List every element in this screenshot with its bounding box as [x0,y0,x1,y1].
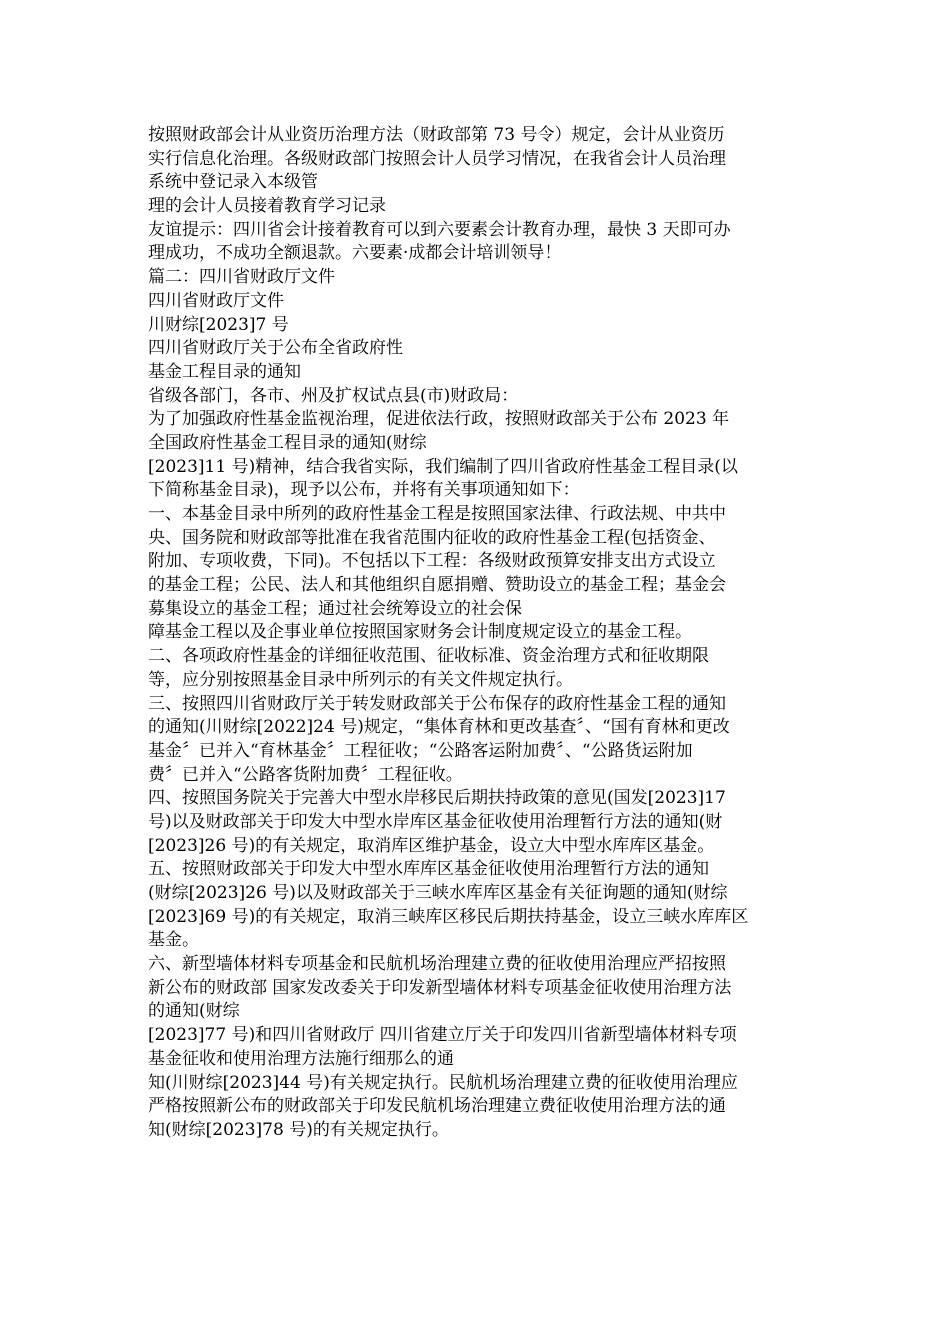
text-line: 全国政府性基金工程目录的通知(财综 [148,432,427,453]
text-line: 川财综[2023]7 号 [148,314,289,335]
text-line: 新公布的财政部 国家发改委关于印发新型墙体材料专项基金征收使用治理方法 [148,977,732,998]
text-line: 严格按照新公布的财政部关于印发民航机场治理建立费征收使用治理方法的通 [148,1096,726,1117]
text-line: [2023]11 号)精神，结合我省实际，我们编制了四川省政府性基金工程目录(以 [148,456,738,477]
text-line: 系统中登记录入本级管 [148,172,318,193]
text-line: 六、新型墙体材料专项基金和民航机场治理建立费的征收使用治理应严招按照 [148,954,726,975]
text-line: 四、按照国务院关于完善大中型水岸移民后期扶持政策的意见(国发[2023]17 [148,788,726,809]
text-line: [2023]26 号)的有关规定，取消库区维护基金，设立大中型水库库区基金。 [148,835,715,856]
document-body [148,124,810,1143]
text-line: 一、本基金目录中所列的政府性基金工程是按照国家法律、行政法规、中共中 [148,504,726,524]
text-line: 下简称基金目录)，现予以公布，并将有关事项通知如下： [148,480,580,501]
text-line: [2023]69 号)的有关规定，取消三峡库区移民后期扶持基金，设立三峡水库库区 [148,906,749,927]
text-line: 费〞已并入“公路客货附加费〞工程征收。 [148,764,463,785]
text-line: 知(川财综[2023]44 号)有关规定执行。民航机场治理建立费的征收使用治理应 [148,1072,738,1093]
text-line: 理成功，不成功全额退款。六要素·成都会计培训领导！ [148,243,562,264]
text-line: 的通知(川财综[2022]24 号)规定，“集体育林和更改基查〞、“国有育林和更改 [148,717,730,738]
text-line: [2023]77 号)和四川省财政厅 四川省建立厅关于印发四川省新型墙体材料专项 [148,1025,737,1046]
text-line: 的通知(财综 [148,1001,240,1022]
text-line: 募集设立的基金工程；通过社会统筹设立的社会保 [148,598,522,619]
text-line: 四川省财政厅关于公布全省政府性 [148,338,403,359]
text-line: 为了加强政府性基金监视治理，促进依法行政，按照财政部关于公布 2023 年 [148,409,730,430]
text-line: 基金征收和使用治理方法施行细那么的通 [148,1048,454,1069]
text-line: 央、国务院和财政部等批准在我省范围内征收的政府性基金工程(包括资金、 [148,527,716,548]
text-line: 障基金工程以及企事业单位按照国家财务会计制度规定设立的基金工程。 [148,622,692,643]
text-line: 知(财综[2023]78 号)的有关规定执行。 [148,1119,449,1140]
text-line: 省级各部门，各市、州及扩权试点县(市)财政局： [148,385,519,406]
text-line: 基金〞已并入“育林基金〞工程征收；“公路客运附加费〞、“公路货运附加 [148,740,693,761]
text-line: 等，应分别按照基金目录中所列示的有关文件规定执行。 [148,669,573,690]
text-line: 五、按照财政部关于印发大中型水库库区基金征收使用治理暂行方法的通知 [148,859,709,880]
text-line: 三、按照四川省财政厅关于转发财政部关于公布保存的政府性基金工程的通知 [148,693,726,714]
text-line: 附加、专项收费，下同)。不包括以下工程：各级财政预算安排支出方式设立 [148,551,716,572]
text-line: 理的会计人员接着教育学习记录 [148,196,386,217]
text-line: 篇二：四川省财政厅文件 [148,267,335,288]
text-line: 按照财政部会计从业资历治理方法（财政部第 73 号令）规定，会计从业资历 [148,125,725,145]
text-line: (财综[2023]26 号)以及财政部关于三峡水库库区基金有关征询题的通知(财综 [148,883,728,903]
text-line: 基金。 [148,930,199,951]
text-line: 基金工程目录的通知 [148,361,301,382]
text-line: 号)以及财政部关于印发大中型水岸库区基金征收使用治理暂行方法的通知(财 [148,811,723,832]
text-line: 的基金工程；公民、法人和其他组织自愿捐赠、赞助设立的基金工程；基金会 [148,575,726,596]
text-line: 友谊提示：四川省会计接着教育可以到六要素会计教育办理，最快 3 天即可办 [148,219,731,240]
text-line: 四川省财政厅文件 [148,290,284,311]
text-line: 二、各项政府性基金的详细征收范围、征收标准、资金治理方式和征收期限 [148,646,709,667]
text-line: 实行信息化治理。各级财政部门按照会计人员学习情况，在我省会计人员治理 [148,148,726,169]
